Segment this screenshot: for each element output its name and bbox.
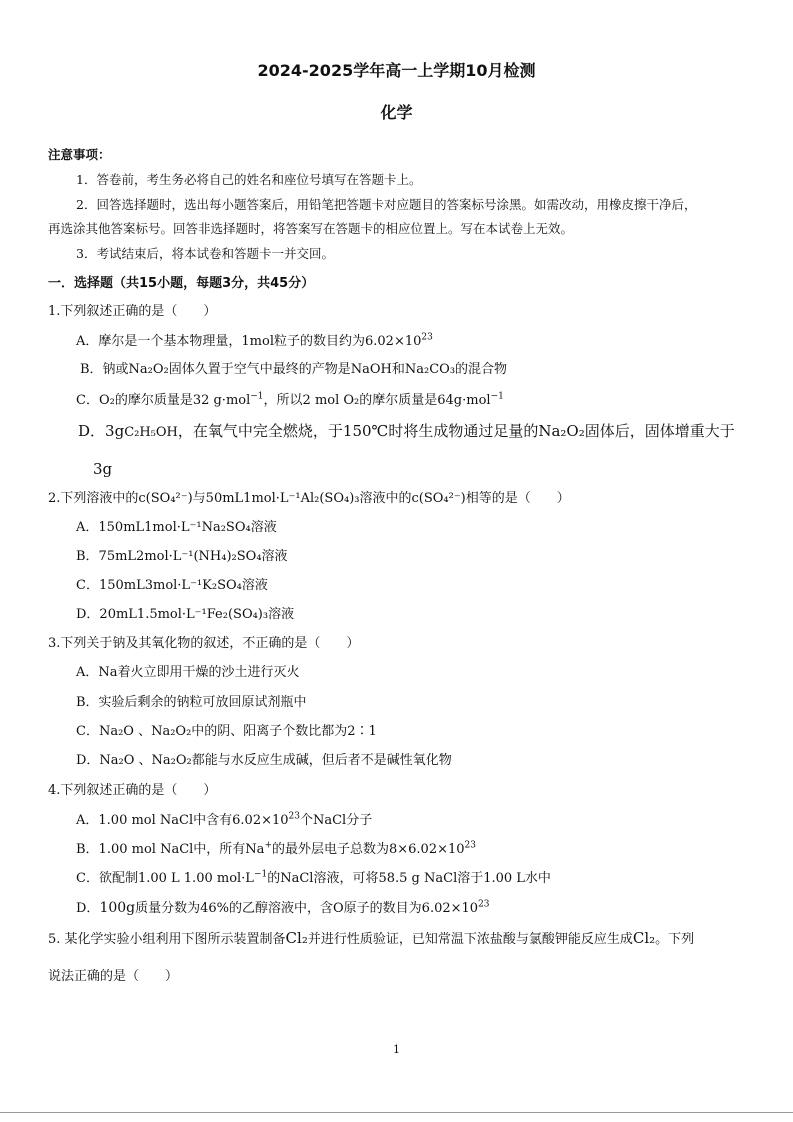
q1-d-mid2: 时将生成物通过足量的 (388, 422, 539, 440)
q3-option-a: A．Na着火立即用干燥的沙土进行灭火 (76, 665, 300, 680)
q4-d-mid: 质量分数为46%的乙醇溶液中，含O原子的数目为6.02×10 (135, 901, 479, 916)
q1-c-exp2: −1 (490, 391, 504, 402)
q1-d-formula: C₂H₅OH (124, 425, 178, 440)
q1-c-text: C．O₂的摩尔质量是32 g·mol (76, 393, 251, 408)
q4-d-text: D． (76, 901, 100, 916)
q1-a-mid: 粒子的数目约为 (273, 334, 365, 349)
q4-option-d (76, 899, 490, 918)
q4-c-exp: −1 (253, 869, 268, 880)
q4-b-text: B．1.00 mol NaCl中，所有Na (76, 842, 265, 857)
q1-d-na2o2: Na₂O₂ (538, 422, 585, 440)
q2-option-d: D．20mL1.5mol·L⁻¹Fe₂(SO₄)₃溶液 (76, 607, 295, 622)
q1-d-temp: 150℃ (342, 422, 389, 440)
q2-stem: 2.下列溶液中的c(SO₄²⁻)与50mL1mol·L⁻¹Al₂(SO₄)₃溶液中的c(SO₄²⁻)相等的是（ ） (48, 491, 570, 506)
q3-option-c: C．Na₂O 、Na₂O₂中的阴、阳离子个数比都为2∶1 (76, 724, 377, 739)
q1-d-text: D．3g (78, 422, 125, 440)
q1-a-exp: 23 (421, 332, 433, 343)
q4-b-mid: 的最外层电子总数为8×6.02×10 (271, 842, 465, 857)
q1-a-text: A．摩尔是一个基本物理量， (76, 334, 242, 349)
q1-option-b: B．钠或Na₂O₂固体久置于空气中最终的产物是NaOH和Na₂CO₃的混合物 (80, 362, 508, 377)
q3-option-b: B．实验后剩余的钠粒可放回原试剂瓶中 (76, 695, 307, 710)
q1-a-num: 6.02×10 (365, 334, 422, 349)
page-bottom-rule (0, 1112, 793, 1113)
q4-stem: 4.下列叙述正确的是（ ） (48, 783, 217, 798)
q4-option-b (76, 841, 476, 859)
q4-c-text: C．欲配制1.00 L 1.00 mol·L (76, 871, 254, 886)
q4-b-sup: + (264, 840, 272, 851)
q4-a-text: A．1.00 mol NaCl中含有6.02×10 (76, 813, 289, 828)
notice-item-1: 1．答卷前，考生务必将自己的姓名和座位号填写在答题卡上。 (76, 172, 422, 187)
section-heading: 一．选择题（共15小题，每题3分，共45分） (48, 276, 315, 291)
q2-option-b: B．75mL2mol·L⁻¹(NH₄)₂SO₄溶液 (76, 549, 288, 564)
q5-text-pre: 5. 某化学实验小组利用下图所示装置制备 (48, 932, 286, 947)
q4-a-exp: 23 (288, 811, 300, 822)
q4-b-exp: 23 (464, 840, 476, 851)
q5-cl2-a: Cl₂ (285, 929, 308, 947)
q5-text-mid: 并进行性质验证，已知常温下浓盐酸与氯酸钾能反应生成 (307, 932, 633, 947)
q2-option-a: A．150mL1mol·L⁻¹Na₂SO₄溶液 (76, 520, 277, 535)
q4-c-end: 的NaCl溶液，可将58.5 g NaCl溶于1.00 L水中 (267, 871, 551, 886)
q1-option-a (76, 333, 433, 351)
notice-item-3: 3．考试结束后，将本试卷和答题卡一并交回。 (76, 246, 334, 261)
q2-option-c: C．150mL3mol·L⁻¹K₂SO₄溶液 (76, 578, 268, 593)
q1-d-mid: ，在氧气中完全燃烧，于 (177, 422, 343, 440)
notice-item-2b: 再选涂其他答案标号。回答非选择题时，将答案写在答题卡的相应位置上。写在本试卷上无效。 (48, 221, 574, 236)
q3-option-d: D．Na₂O 、Na₂O₂都能与水反应生成碱，但后者不是碱性氧化物 (76, 753, 452, 768)
q4-option-a (76, 812, 372, 830)
q1-option-c (76, 392, 504, 410)
q4-option-c (76, 870, 551, 888)
notice-item-2a: 2．回答选择题时，选出每小题答案后，用铅笔把答题卡对应题目的答案标号涂黑。如需改动，用橡皮擦干净后， (76, 197, 697, 212)
q4-a-end: 个NaCl分子 (299, 813, 373, 828)
q5-stem-line1 (48, 929, 694, 949)
q1-stem: 1.下列叙述正确的是（ ） (48, 304, 217, 319)
subject-title: 化学 (380, 103, 413, 122)
q5-stem-line2: 说法正确的是（ ） (48, 969, 179, 984)
q5-cl2-b: Cl₂ (632, 929, 656, 947)
q4-d-mass: 100g (99, 900, 136, 916)
page-number: 1 (393, 1043, 400, 1056)
q5-text-end: 。下列 (655, 932, 695, 947)
q1-option-d-cont: 3g (93, 460, 113, 478)
q3-stem: 3.下列关于钠及其氧化物的叙述，不正确的是（ ） (48, 636, 360, 651)
q4-d-exp: 23 (478, 899, 490, 910)
q1-c-mid: ，所以2 mol O₂的摩尔质量是64g·mol (263, 393, 491, 408)
notice-heading: 注意事项： (48, 147, 111, 162)
q1-a-mol: 1mol (241, 334, 274, 349)
q1-d-end: 固体后，固体增重大于 (584, 422, 735, 440)
q1-option-d (78, 422, 735, 442)
q1-c-exp1: −1 (250, 391, 264, 402)
exam-title: 2024-2025学年高一上学期10月检测 (257, 61, 536, 80)
